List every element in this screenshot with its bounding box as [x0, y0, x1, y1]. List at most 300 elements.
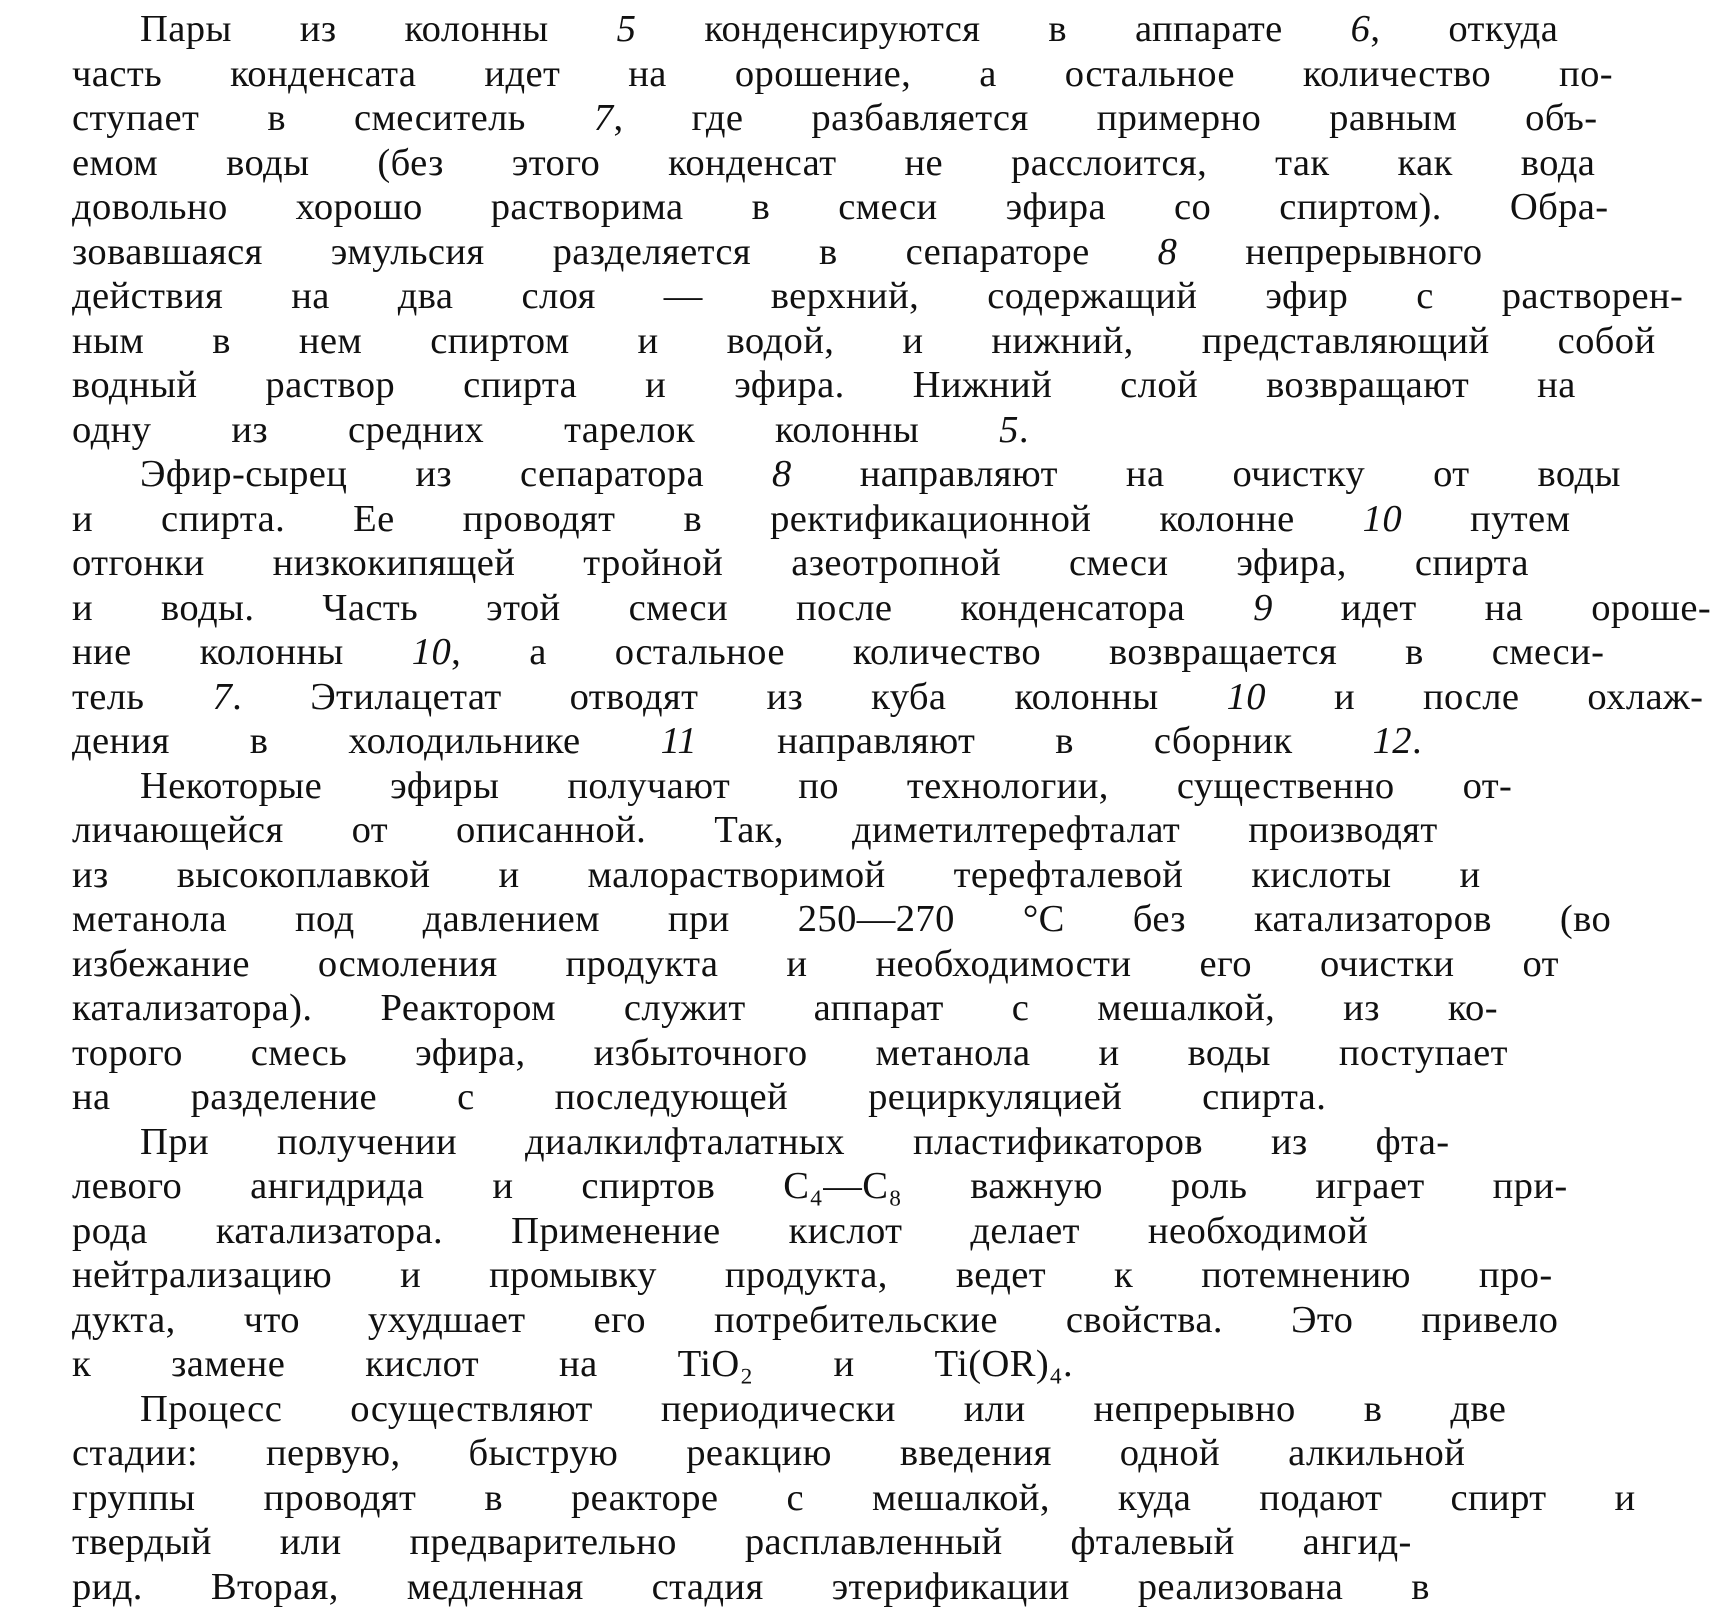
word: растворен-: [1434, 274, 1684, 319]
word: идет: [1273, 586, 1417, 631]
word: продукта: [498, 942, 719, 987]
word: дения: [4, 719, 170, 764]
line-l9: [4, 363, 1335, 408]
word: в: [684, 185, 771, 230]
word: Ti(OR)₄.: [867, 1342, 1074, 1387]
word: медленная: [339, 1565, 584, 1609]
text-line: [4, 319, 1335, 364]
word: стадия: [584, 1565, 764, 1609]
word: верхний,: [703, 274, 919, 319]
text-line: [4, 1253, 1335, 1298]
line-l4: [4, 141, 1335, 186]
text-line: [4, 452, 1335, 497]
word: и: [1266, 675, 1355, 720]
word: необходимой: [1080, 1209, 1368, 1254]
line-l14: [4, 586, 1335, 631]
word: эфир: [1197, 274, 1348, 319]
line-l10: [4, 408, 1335, 453]
line-l30: [4, 1298, 1335, 1343]
word: равным: [1261, 96, 1457, 141]
text-line: [4, 1565, 1335, 1609]
line-l28: [4, 1209, 1335, 1254]
word: Ее: [285, 497, 395, 542]
word: аппарат: [746, 986, 944, 1031]
line-l16: [4, 675, 1335, 720]
word: этого: [444, 141, 600, 186]
word: смеситель: [286, 96, 526, 141]
word: или: [896, 1387, 1026, 1432]
word: воды.: [93, 586, 254, 631]
word: ухудшает: [300, 1298, 526, 1343]
word: путем: [1402, 497, 1570, 542]
word: разделение: [123, 1075, 378, 1120]
word: слоя: [453, 274, 595, 319]
word: нейтрализацию: [4, 1253, 332, 1298]
word: колонны: [132, 630, 344, 675]
word: остальное: [997, 52, 1235, 97]
line-l26: [4, 1120, 1335, 1165]
word: Часть: [254, 586, 418, 631]
word: получении: [209, 1120, 457, 1165]
text-line: [4, 897, 1335, 942]
word: с: [389, 1075, 475, 1120]
word: ведет: [888, 1253, 1046, 1298]
word: с: [718, 1476, 804, 1521]
word: конденсатора: [892, 586, 1185, 631]
word: воды: [1120, 1031, 1271, 1076]
text-line: [4, 942, 1335, 987]
word: смеси: [770, 185, 937, 230]
word: и: [570, 319, 659, 364]
word: на: [1469, 363, 1576, 408]
line-l20: [4, 853, 1335, 898]
word: играет: [1247, 1164, 1424, 1209]
word: высокоплавкой: [109, 853, 431, 898]
word: 7,: [526, 96, 624, 141]
word: на: [223, 274, 330, 319]
word: кислот: [297, 1342, 479, 1387]
line-l5: [4, 185, 1335, 230]
word: конденсата: [162, 52, 416, 97]
word: куда: [1050, 1476, 1191, 1521]
word: отводят: [502, 675, 699, 720]
line-l31: [4, 1342, 1335, 1387]
word: 11: [593, 719, 698, 764]
word: стадии:: [4, 1431, 198, 1476]
word: два: [330, 274, 454, 319]
word: в: [416, 1476, 503, 1521]
word: емом: [4, 141, 158, 186]
word: осуществляют: [282, 1387, 593, 1432]
word: примерно: [1029, 96, 1262, 141]
text-line: [4, 630, 1335, 675]
word: °C: [955, 897, 1065, 942]
word: потемнению: [1133, 1253, 1411, 1298]
word: его: [1131, 942, 1251, 987]
line-l6: [4, 230, 1335, 275]
word: азеотропной: [723, 541, 1001, 586]
word: личающейся: [4, 808, 284, 853]
line-l34: [4, 1476, 1335, 1521]
word: часть: [4, 52, 162, 97]
line-l1: [4, 7, 1335, 52]
line-l17: [4, 719, 1335, 764]
word: важную: [902, 1164, 1103, 1209]
word: левого: [4, 1164, 182, 1209]
word: хорошо: [228, 185, 423, 230]
word: в: [144, 319, 231, 364]
word: избежание: [4, 942, 250, 987]
word: рид.: [4, 1565, 143, 1609]
word: спирта.: [93, 497, 285, 542]
word: TiO₂: [610, 1342, 754, 1387]
word: проводят: [395, 497, 616, 542]
text-line: [4, 1476, 1335, 1521]
word: из: [232, 7, 337, 52]
word: кислоты: [1183, 853, 1391, 898]
word: ангидрида: [182, 1164, 424, 1209]
word: сепараторе: [838, 230, 1090, 275]
line-l15: [4, 630, 1335, 675]
word: количество: [1235, 52, 1491, 97]
word: в: [615, 497, 702, 542]
word: Пары: [72, 7, 232, 52]
word: осмоления: [250, 942, 498, 987]
word: 9: [1185, 586, 1273, 631]
word: как: [1330, 141, 1453, 186]
word: ным: [4, 319, 144, 364]
word: направляют: [792, 452, 1058, 497]
word: ангид-: [1235, 1520, 1412, 1565]
word: терефталевой: [886, 853, 1184, 898]
word: тройной: [515, 541, 723, 586]
line-l35: [4, 1520, 1335, 1565]
word: смесь: [183, 1031, 347, 1076]
word: в: [751, 230, 838, 275]
word: спиртом: [362, 319, 569, 364]
word: катализаторов: [1186, 897, 1492, 942]
word: от: [1454, 942, 1558, 987]
word: последующей: [487, 1075, 789, 1120]
word: так: [1207, 141, 1329, 186]
word: к: [1046, 1253, 1133, 1298]
word: предварительно: [342, 1520, 677, 1565]
word: избыточного: [526, 1031, 808, 1076]
word: метанола: [808, 1031, 1031, 1076]
word: привело: [1353, 1298, 1558, 1343]
word: эмульсия: [263, 230, 485, 275]
word: довольно: [4, 185, 228, 230]
word: реакторе: [503, 1476, 719, 1521]
word: этой: [418, 586, 560, 631]
word: тарелок: [496, 408, 695, 453]
word: и: [4, 586, 93, 631]
word: рециркуляцией: [800, 1075, 1122, 1120]
word: Некоторые: [72, 764, 322, 809]
word: ние: [4, 630, 132, 675]
word: раствор: [197, 363, 395, 408]
text-line: [4, 274, 1335, 319]
word: и: [765, 1342, 854, 1387]
word: 10,: [344, 630, 461, 675]
word: из: [698, 675, 803, 720]
word: низкокипящей: [205, 541, 516, 586]
word: на: [1417, 586, 1524, 631]
word: идет: [416, 52, 560, 97]
word: —: [596, 274, 703, 319]
word: этерификации: [764, 1565, 1070, 1609]
line-l24: [4, 1031, 1335, 1076]
word: 10: [1159, 675, 1266, 720]
word: разбавляется: [743, 96, 1028, 141]
text-line: [4, 1520, 1335, 1565]
word: алкильной: [1220, 1431, 1465, 1476]
word: ректификационной: [702, 497, 1091, 542]
word: дукта,: [4, 1298, 176, 1343]
text-line: [4, 808, 1335, 853]
word: где: [624, 96, 744, 141]
word: Вторая,: [143, 1565, 339, 1609]
word: откуда: [1380, 7, 1558, 52]
word: одну: [4, 408, 151, 453]
word: про-: [1411, 1253, 1553, 1298]
text-line: [4, 363, 1335, 408]
word: отгонки: [4, 541, 205, 586]
word: непрерывного: [1177, 230, 1482, 275]
word: в: [980, 7, 1067, 52]
word: диалкилфталатных: [457, 1120, 845, 1165]
word: 7.: [144, 675, 242, 720]
word: в: [1343, 1565, 1430, 1609]
word: на: [4, 1075, 111, 1120]
word: не: [836, 141, 943, 186]
line-l25: [4, 1075, 1335, 1120]
word: при-: [1425, 1164, 1568, 1209]
word: направляют: [709, 719, 975, 764]
word: C₄—C₈: [715, 1164, 902, 1209]
word: роль: [1103, 1164, 1248, 1209]
word: растворима: [423, 185, 684, 230]
paragraph-5: [4, 1387, 1335, 1609]
word: тель: [4, 675, 144, 720]
word: существенно: [1109, 764, 1395, 809]
word: давлением: [355, 897, 600, 942]
word: из: [347, 452, 452, 497]
line-l29: [4, 1253, 1335, 1298]
word: кислот: [721, 1209, 903, 1254]
word: из: [1203, 1120, 1308, 1165]
line-l2: [4, 52, 1335, 97]
word: периодически: [593, 1387, 896, 1432]
word: спирта: [395, 363, 577, 408]
word: сборник: [1086, 719, 1293, 764]
word: в: [199, 96, 286, 141]
word: 8: [1090, 230, 1178, 275]
text-line: [4, 1387, 1335, 1432]
word: Обра-: [1442, 185, 1609, 230]
word: в: [987, 719, 1074, 764]
word: ступает: [4, 96, 199, 141]
word: нем: [231, 319, 362, 364]
word: орошение,: [667, 52, 911, 97]
word: и: [1391, 853, 1480, 898]
text-line: [4, 586, 1335, 631]
document-page: [4, 0, 1335, 1608]
word: получают: [499, 764, 730, 809]
word: производят: [1180, 808, 1437, 853]
word: рода: [4, 1209, 148, 1254]
word: потребительские: [646, 1298, 998, 1343]
word: эфира.: [666, 363, 844, 408]
word: фталевый: [1003, 1520, 1235, 1565]
line-l8: [4, 319, 1335, 364]
word: вода: [1453, 141, 1595, 186]
word: расплавленный: [677, 1520, 1003, 1565]
word: охлаж-: [1519, 675, 1703, 720]
line-l23: [4, 986, 1335, 1031]
word: из: [4, 853, 109, 898]
text-line: [4, 1342, 1335, 1387]
text-line: [4, 1209, 1335, 1254]
line-l7: [4, 274, 1335, 319]
word: с: [1348, 274, 1434, 319]
word: и: [834, 319, 923, 364]
word: эфира,: [347, 1031, 525, 1076]
word: объ-: [1457, 96, 1597, 141]
word: одной: [1052, 1431, 1220, 1476]
word: Нижний: [845, 363, 1053, 408]
line-l21: [4, 897, 1335, 942]
word: и: [1547, 1476, 1636, 1521]
word: нижний,: [923, 319, 1133, 364]
word: что: [176, 1298, 300, 1343]
text-line: [4, 185, 1335, 230]
word: эфиры: [322, 764, 499, 809]
word: две: [1382, 1387, 1506, 1432]
paragraph-1: [4, 7, 1335, 452]
word: диметилтерефталат: [784, 808, 1180, 853]
word: Реактором: [312, 986, 555, 1031]
word: после: [728, 586, 892, 631]
word: на: [1058, 452, 1165, 497]
word: колонны: [336, 7, 548, 52]
word: эфира,: [1168, 541, 1346, 586]
line-l11: [4, 452, 1335, 497]
text-line: [4, 541, 1335, 586]
word: очистку: [1164, 452, 1365, 497]
text-line: [4, 1120, 1335, 1165]
word: спиртов: [513, 1164, 715, 1209]
word: (во: [1492, 897, 1611, 942]
word: эфира: [938, 185, 1106, 230]
line-l19: [4, 808, 1335, 853]
word: смеси: [1001, 541, 1168, 586]
word: замене: [103, 1342, 285, 1387]
line-l18: [4, 764, 1335, 809]
word: Процесс: [72, 1387, 282, 1432]
word: спирт: [1382, 1476, 1546, 1521]
line-l32: [4, 1387, 1335, 1432]
word: Эфир-сырец: [72, 452, 347, 497]
word: первую,: [198, 1431, 401, 1476]
word: по-: [1491, 52, 1613, 97]
word: свойства.: [998, 1298, 1223, 1343]
word: разделяется: [485, 230, 751, 275]
word: технологии,: [839, 764, 1109, 809]
text-line: [4, 719, 1335, 764]
word: катализатора.: [148, 1209, 443, 1254]
word: из: [1275, 986, 1380, 1031]
word: Применение: [443, 1209, 721, 1254]
word: с: [944, 986, 1030, 1031]
line-l27: [4, 1164, 1335, 1209]
word: быструю: [401, 1431, 619, 1476]
line-l36: [4, 1565, 1335, 1609]
word: ороше-: [1523, 586, 1711, 631]
word: спирта: [1347, 541, 1529, 586]
word: со: [1106, 185, 1211, 230]
word: группы: [4, 1476, 196, 1521]
text-line: [4, 408, 1335, 453]
word: проводят: [196, 1476, 417, 1521]
text-line: [4, 1298, 1335, 1343]
word: ко-: [1380, 986, 1498, 1031]
word: холодильнике: [280, 719, 580, 764]
word: поступает: [1271, 1031, 1508, 1076]
word: катализатора).: [4, 986, 312, 1031]
word: представляющий: [1134, 319, 1490, 364]
word: мешалкой,: [804, 1476, 1050, 1521]
word: и: [424, 1164, 513, 1209]
word: и: [332, 1253, 421, 1298]
word: 250—270: [730, 897, 955, 942]
word: твердый: [4, 1520, 212, 1565]
text-line: [4, 96, 1335, 141]
word: фта-: [1308, 1120, 1450, 1165]
word: спиртом).: [1211, 185, 1442, 230]
word: метанола: [4, 897, 227, 942]
word: аппарате: [1067, 7, 1283, 52]
word: промывку: [421, 1253, 657, 1298]
word: количество: [785, 630, 1041, 675]
text-line: [4, 1431, 1335, 1476]
word: после: [1355, 675, 1519, 720]
word: необходимости: [807, 942, 1131, 987]
word: слой: [1052, 363, 1198, 408]
word: водный: [4, 363, 197, 408]
line-l33: [4, 1431, 1335, 1476]
word: 6,: [1283, 7, 1381, 52]
word: или: [212, 1520, 342, 1565]
word: и: [577, 363, 666, 408]
word: возвращается: [1041, 630, 1337, 675]
word: делает: [902, 1209, 1080, 1254]
word: без: [1065, 897, 1186, 942]
text-line: [4, 230, 1335, 275]
word: пластификаторов: [845, 1120, 1203, 1165]
word: реализована: [1070, 1565, 1344, 1609]
text-line: [4, 7, 1335, 52]
word: к: [4, 1342, 91, 1387]
paragraph-2: [4, 452, 1335, 764]
line-l12: [4, 497, 1335, 542]
word: описанной.: [388, 808, 646, 853]
word: и: [4, 497, 93, 542]
word: торого: [4, 1031, 183, 1076]
word: от-: [1395, 764, 1513, 809]
word: действия: [4, 274, 223, 319]
text-line: [4, 986, 1335, 1031]
